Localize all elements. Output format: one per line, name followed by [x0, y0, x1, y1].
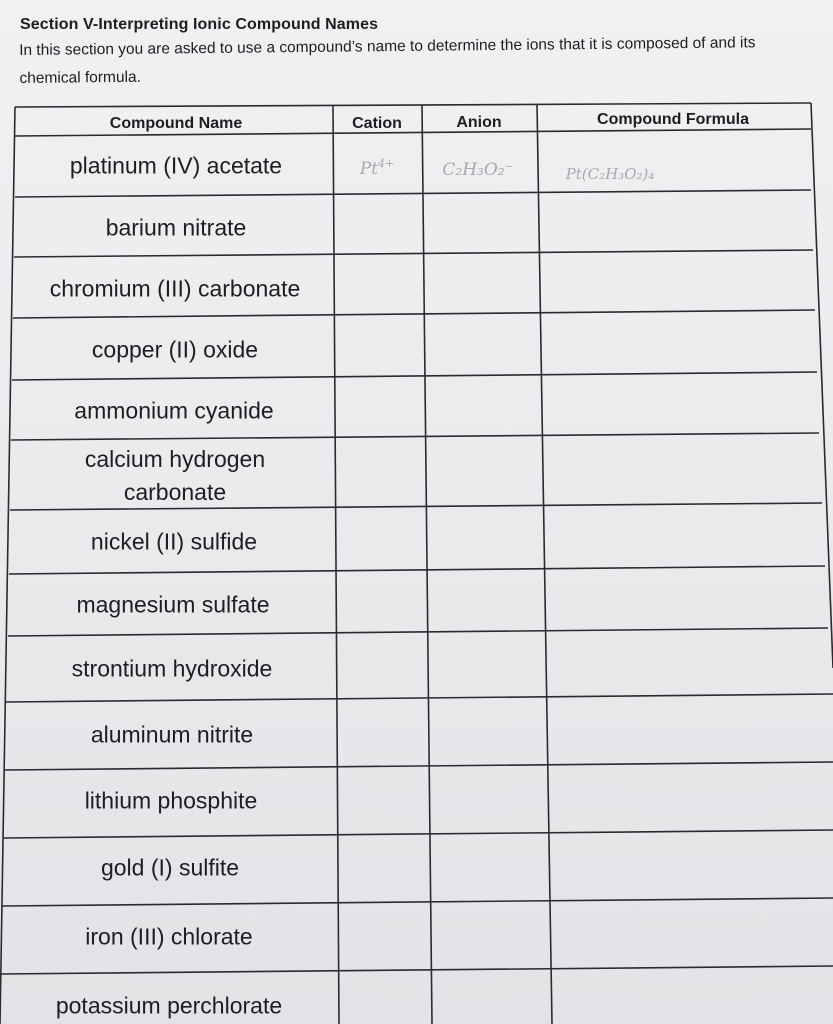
- compound-name-cell: magnesium sulfate: [76, 591, 270, 618]
- compound-name-cell: strontium hydroxide: [71, 655, 273, 682]
- column-header-compound-formula: Compound Formula: [597, 111, 749, 128]
- compound-name-cell: platinum (IV) acetate: [69, 152, 283, 179]
- section-title: Section V-Interpreting Ionic Compound Names: [20, 16, 379, 33]
- compound-name-cell: nickel (II) sulfide: [90, 528, 258, 555]
- compound-name-cell: aluminum nitrite: [90, 721, 254, 748]
- compound-name-cell: gold (I) sulfite: [100, 854, 240, 881]
- anion-answer: C₂H₃O₂⁻: [442, 160, 514, 180]
- compound-name-cell: ammonium cyanide: [74, 397, 274, 424]
- compound-name-cell: chromium (III) carbonate: [49, 275, 301, 302]
- compound-name-cell: potassium perchlorate: [55, 992, 283, 1019]
- compound-name-cell-two-line: [85, 443, 265, 509]
- column-header-cation: Cation: [352, 115, 402, 132]
- compound-name-line-1: calcium hydrogen: [84, 446, 266, 472]
- compound-name-cell: barium nitrate: [105, 214, 247, 241]
- cation-answer: $Pt^{4+}$: [359, 157, 395, 179]
- section-instructions: In this section you are asked to use a compound’s name to determine the ions that it is composed of and its chemical formula.: [19, 34, 756, 87]
- compound-name-cell: lithium phosphite: [84, 787, 258, 814]
- compound-name-cell: copper (II) oxide: [91, 336, 259, 363]
- formula-answer: Pt(C₂H₃O₂)₄: [565, 165, 655, 183]
- column-header-anion: Anion: [456, 114, 502, 131]
- column-header-compound-name: Compound Name: [109, 115, 243, 132]
- compound-name-cell: iron (III) chlorate: [85, 923, 253, 950]
- compound-name-line-2: carbonate: [123, 479, 227, 505]
